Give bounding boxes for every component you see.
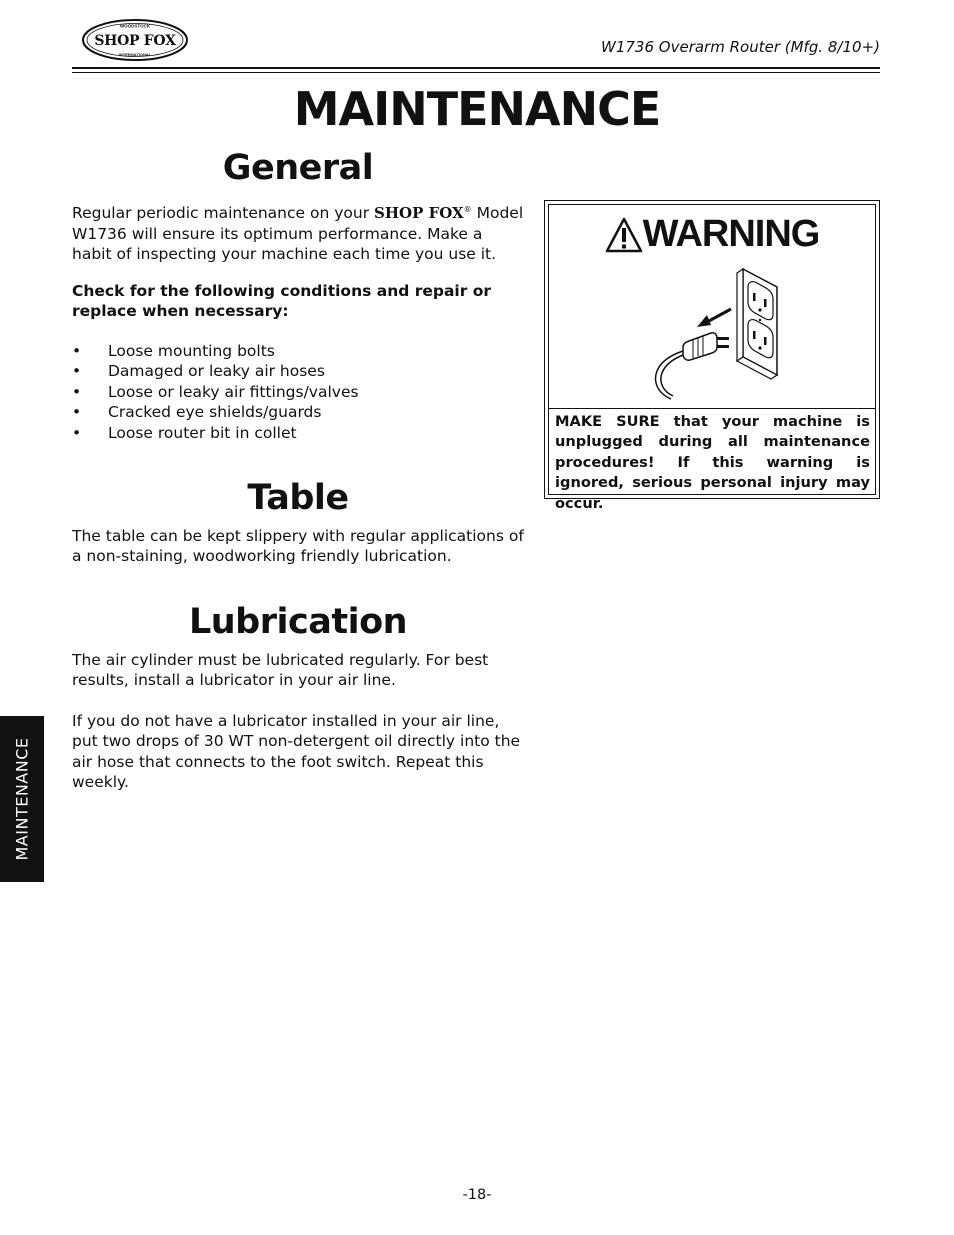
intro-text-after: Model W1736 will ensure its optimum performance. Make a habit of inspecting your machine each time you use it.	[72, 204, 524, 263]
list-item-text: Cracked eye shields/guards	[108, 403, 322, 422]
svg-text:INTERNATIONAL: INTERNATIONAL	[118, 52, 152, 57]
warning-box-inner	[548, 204, 876, 512]
page-number: -18-	[462, 1187, 492, 1203]
warning-header	[549, 213, 875, 263]
section-side-tab	[0, 716, 44, 882]
list-item-text: Damaged or leaky air hoses	[108, 362, 325, 381]
warning-text: MAKE SURE that your machine is unplugged during all maintenance procedures! If this warning is ignored, serious personal injury may occur.	[555, 413, 870, 512]
bullet: •	[72, 342, 82, 360]
general-heading: General	[222, 148, 374, 188]
warning-box	[544, 200, 880, 512]
unplug-cord-illustration	[645, 265, 795, 405]
lubrication-heading: Lubrication	[188, 602, 408, 642]
bullet: •	[72, 362, 82, 381]
list-item	[72, 402, 524, 422]
list-item	[72, 341, 524, 361]
lubrication-paragraph-2: If you do not have a lubricator installed in your air line, put two drops of 30 WT non-detergent oil directly into the air hose that connects to the foot switch. Repeat this weekly.	[72, 712, 521, 792]
bullet: •	[72, 382, 82, 401]
header-rule-thin	[72, 72, 880, 73]
list-item-text: Loose router bit in collet	[108, 423, 297, 442]
document-title: W1736 Overarm Router (Mfg. 8/10+)	[601, 38, 880, 56]
brand-name: SHOP FOX	[374, 204, 464, 223]
exclamation-triangle-icon	[605, 217, 643, 253]
bullet: •	[72, 423, 82, 442]
registered-mark: ®	[463, 205, 472, 214]
side-tab-label: MAINTENANCE	[12, 737, 32, 861]
general-intro	[72, 200, 524, 264]
check-conditions-text: Check for the following conditions and repair or replace when necessary:	[72, 282, 492, 321]
lubrication-paragraph-1: The air cylinder must be lubricated regularly. For best results, install a lubricator in your air line.	[72, 651, 489, 690]
shop-fox-logo	[81, 18, 189, 62]
svg-text:SHOP FOX: SHOP FOX	[94, 33, 176, 49]
list-item	[72, 361, 524, 381]
table-text: The table can be kept slippery with regular applications of a non-staining, woodworking friendly lubrication.	[72, 527, 524, 566]
list-item	[72, 382, 524, 402]
svg-text:WOODSTOCK: WOODSTOCK	[119, 23, 151, 29]
list-item-text: Loose or leaky air fittings/valves	[108, 382, 359, 401]
list-item-text: Loose mounting bolts	[108, 342, 275, 360]
table-heading: Table	[247, 478, 349, 518]
bullet: •	[72, 403, 82, 422]
page-title: MAINTENANCE	[293, 82, 661, 136]
intro-text-before: Regular periodic maintenance on your	[72, 204, 374, 223]
list-item	[72, 423, 524, 443]
header-rule	[72, 67, 880, 69]
warning-label: WARNING	[642, 213, 820, 255]
warning-divider	[549, 408, 875, 409]
inspection-list	[72, 341, 524, 443]
